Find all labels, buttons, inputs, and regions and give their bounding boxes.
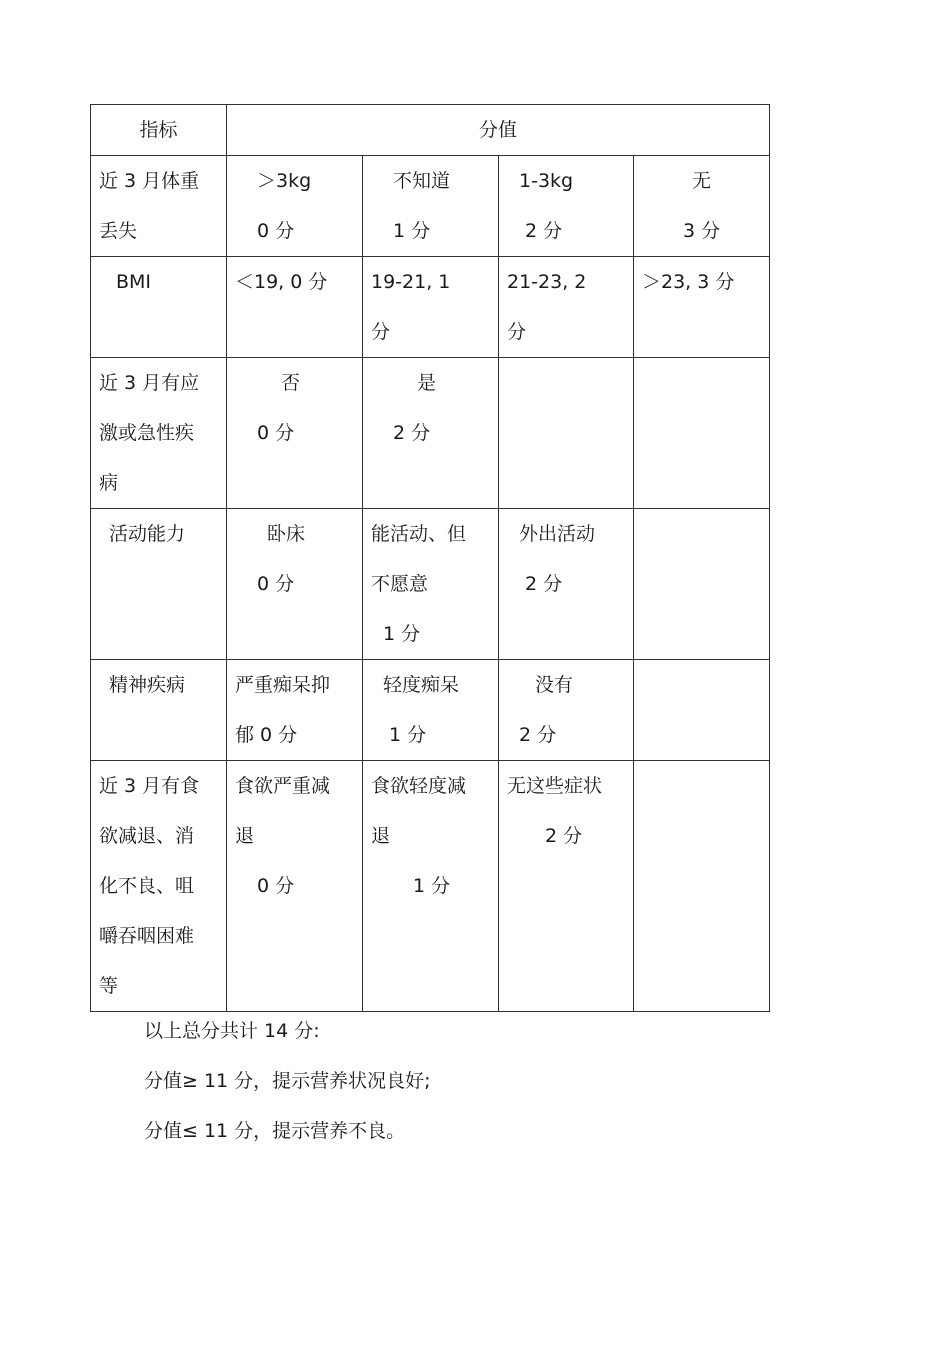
table-row [91,358,770,509]
table-row [91,761,770,1012]
score-cell: ＜19, 0 分 [227,257,363,358]
score-cell: 卧床 0 分 [227,509,363,660]
indicator-cell: 近 3 月有应 激或急性疾 病 [91,358,227,509]
indicator-cell: 近 3 月体重 丢失 [91,156,227,257]
score-cell-empty [634,660,770,761]
poor-nutrition-note: 分值≤ 11 分，提示营养不良。 [144,1120,406,1142]
score-cell: 食欲轻度减 退 1 分 [363,761,499,1012]
score-cell: 1-3kg 2 分 [499,156,634,257]
score-cell: 食欲严重减 退 0 分 [227,761,363,1012]
score-cell: 无这些症状 2 分 [499,761,634,1012]
score-cell: ＞3kg 0 分 [227,156,363,257]
score-cell-empty [634,761,770,1012]
score-cell: 没有 2 分 [499,660,634,761]
indicator-cell: 活动能力 [91,509,227,660]
score-cell: 19-21, 1 分 [363,257,499,358]
table-row [91,156,770,257]
header-score: 分值 [227,105,770,156]
table-header-row [91,105,770,156]
indicator-cell: 精神疾病 [91,660,227,761]
nutrition-score-table [90,104,770,1012]
good-nutrition-note: 分值≥ 11 分，提示营养状况良好; [144,1070,431,1092]
score-cell: ＞23, 3 分 [634,257,770,358]
score-cell: 不知道 1 分 [363,156,499,257]
score-cell: 能活动、但 不愿意 1 分 [363,509,499,660]
indicator-cell: BMI [91,257,227,358]
score-cell: 否 0 分 [227,358,363,509]
score-cell: 外出活动 2 分 [499,509,634,660]
score-cell: 轻度痴呆 1 分 [363,660,499,761]
score-cell: 严重痴呆抑 郁 0 分 [227,660,363,761]
total-score-note: 以上总分共计 14 分: [144,1020,320,1042]
score-cell: 无 3 分 [634,156,770,257]
score-cell-empty [634,358,770,509]
table-row [91,660,770,761]
header-indicator: 指标 [91,105,227,156]
table-row [91,509,770,660]
score-cell-empty [634,509,770,660]
indicator-cell: 近 3 月有食 欲减退、消 化不良、咀 嚼吞咽困难 等 [91,761,227,1012]
table-row [91,257,770,358]
score-cell: 21-23, 2 分 [499,257,634,358]
score-notes [144,1006,431,1156]
score-cell: 是 2 分 [363,358,499,509]
score-cell-empty [499,358,634,509]
